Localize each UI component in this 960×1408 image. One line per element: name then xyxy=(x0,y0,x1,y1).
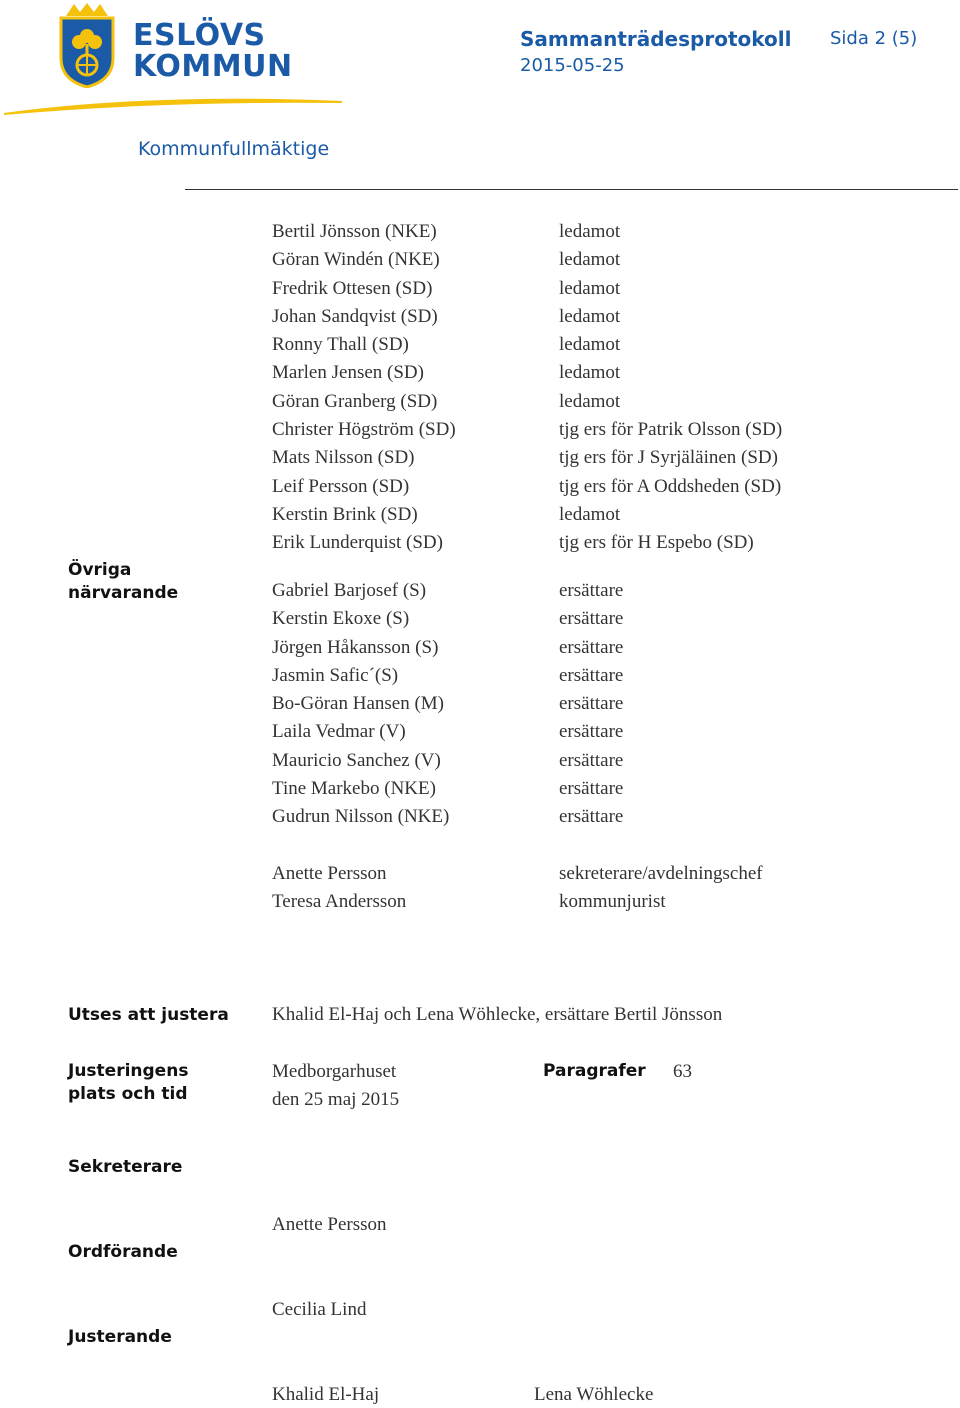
justering-plats-label-line-1: Justeringens xyxy=(68,1061,189,1081)
attendee-role: ledamot xyxy=(559,277,621,299)
attendee-role: ledamot xyxy=(559,362,621,384)
attendee-name: Anette Persson xyxy=(272,863,387,884)
coat-of-arms-icon xyxy=(58,2,116,88)
attendee-name: Mauricio Sanchez (V) xyxy=(272,749,441,771)
attendee-name: Gabriel Barjosef (S) xyxy=(272,580,427,601)
sekreterare-label: Sekreterare xyxy=(68,1157,183,1177)
justerande-name-1: Khalid El-Haj xyxy=(272,1384,380,1405)
utses-label: Utses att justera xyxy=(68,1005,229,1025)
justering-plats-line-2: den 25 maj 2015 xyxy=(272,1089,400,1110)
attendee-name: Erik Lunderquist (SD) xyxy=(272,532,443,554)
attendee-name: Teresa Andersson xyxy=(272,891,407,913)
attendee-name: Göran Granberg (SD) xyxy=(272,390,438,412)
attendee-name: Ronny Thall (SD) xyxy=(272,334,409,356)
attendee-name: Johan Sandqvist (SD) xyxy=(272,305,438,327)
attendee-name: Kerstin Brink (SD) xyxy=(272,503,418,525)
group2-names xyxy=(272,577,449,832)
ordforande-label: Ordförande xyxy=(68,1242,178,1262)
justering-plats-label xyxy=(68,1060,188,1106)
logo-line-2: KOMMUN xyxy=(133,49,293,84)
organ-name: Kommunfullmäktige xyxy=(138,138,330,160)
attendee-role: ledamot xyxy=(559,390,621,412)
group2-roles xyxy=(559,577,623,832)
attendee-name: Jasmin Safic´(S) xyxy=(272,664,399,686)
attendee-role: ersättare xyxy=(559,806,624,828)
justerande-label: Justerande xyxy=(68,1327,172,1347)
attendee-name: Leif Persson (SD) xyxy=(272,475,410,497)
attendee-role: ersättare xyxy=(559,580,624,601)
group1-roles xyxy=(559,218,782,558)
attendee-name: Christer Högström (SD) xyxy=(272,419,456,441)
attendee-role: ledamot xyxy=(559,305,621,327)
attendee-name: Marlen Jensen (SD) xyxy=(272,362,424,384)
ordforande-name: Cecilia Lind xyxy=(272,1299,367,1320)
group3-roles xyxy=(559,860,763,917)
attendee-name: Laila Vedmar (V) xyxy=(272,721,406,743)
attendee-role: ledamot xyxy=(559,503,621,525)
utses-value: Khalid El-Haj och Lena Wöhlecke, ersättare Bertil Jönsson xyxy=(272,1004,723,1025)
attendee-name: Bertil Jönsson (NKE) xyxy=(272,221,437,242)
justering-plats-line-1: Medborgarhuset xyxy=(272,1061,397,1082)
attendees-label-line-2: närvarande xyxy=(68,583,179,603)
justering-plats-label-line-2: plats och tid xyxy=(68,1084,188,1104)
attendee-role: tjg ers för H Espebo (SD) xyxy=(559,532,754,554)
document-title: Sammanträdesprotokoll xyxy=(520,27,792,51)
attendees-label-line-1: Övriga xyxy=(68,560,132,580)
document-date: 2015-05-25 xyxy=(520,55,625,76)
justerande-name-2: Lena Wöhlecke xyxy=(534,1384,654,1405)
sekreterare-name: Anette Persson xyxy=(272,1214,387,1235)
logo-line-1: ESLÖVS xyxy=(133,18,266,53)
attendee-name: Göran Windén (NKE) xyxy=(272,249,440,271)
attendee-role: sekreterare/avdelningschef xyxy=(559,863,763,884)
header-divider xyxy=(185,189,958,190)
eslov-kommun-logo xyxy=(0,0,345,118)
attendee-name: Tine Markebo (NKE) xyxy=(272,778,436,800)
attendee-role: ersättare xyxy=(559,749,624,771)
attendee-name: Fredrik Ottesen (SD) xyxy=(272,277,433,299)
attendee-role: tjg ers för A Oddsheden (SD) xyxy=(559,475,782,497)
attendee-role: ersättare xyxy=(559,693,624,715)
attendee-role: tjg ers för J Syrjäläinen (SD) xyxy=(559,447,778,469)
attendee-name: Mats Nilsson (SD) xyxy=(272,447,415,469)
logo-wordmark xyxy=(133,20,293,82)
logo-swoosh-icon xyxy=(0,92,345,116)
paragrafer-label: Paragrafer xyxy=(543,1061,646,1081)
attendee-name: Gudrun Nilsson (NKE) xyxy=(272,806,450,828)
attendee-role: ersättare xyxy=(559,608,624,630)
attendee-role: ledamot xyxy=(559,334,621,356)
attendee-role: tjg ers för Patrik Olsson (SD) xyxy=(559,419,783,441)
group1-names xyxy=(272,218,456,558)
attendee-role: ersättare xyxy=(559,778,624,800)
attendee-role: kommunjurist xyxy=(559,891,666,913)
attendee-role: ledamot xyxy=(559,249,621,271)
attendee-name: Jörgen Håkansson (S) xyxy=(272,636,439,658)
attendee-role: ersättare xyxy=(559,636,624,658)
paragrafer-value: 63 xyxy=(673,1061,692,1082)
attendee-role: ersättare xyxy=(559,721,624,743)
attendees-label xyxy=(68,559,178,605)
group3-names xyxy=(272,860,406,917)
attendee-name: Bo-Göran Hansen (M) xyxy=(272,693,445,715)
page-number: Sida 2 (5) xyxy=(830,28,918,49)
attendee-name: Kerstin Ekoxe (S) xyxy=(272,608,410,630)
attendee-role: ledamot xyxy=(559,221,621,242)
attendee-role: ersättare xyxy=(559,664,624,686)
justering-plats-value xyxy=(272,1058,399,1114)
